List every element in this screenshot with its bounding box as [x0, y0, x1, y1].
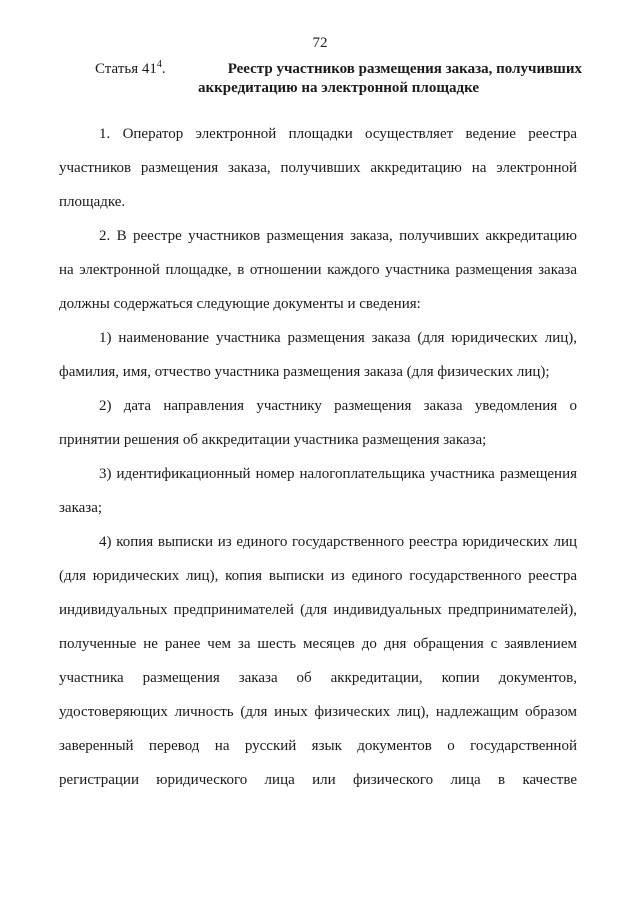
list-item-1: 1) наименование участника размещения заказа (для юридических лиц), фамилия, имя, отчество участника размещения заказа (для физических лиц);	[59, 330, 577, 380]
article-title-line-2: аккредитацию на электронной площадке	[198, 80, 479, 96]
paragraph-2: 2. В реестре участников размещения заказа, получивших аккредитацию на электронной площадке, в отношении каждого участника размещения заказа должны содержаться следующие документы и сведения:	[59, 228, 577, 312]
list-item-2: 2) дата направления участнику размещения заказа уведомления о принятии решения об аккредитации участника размещения заказа;	[59, 398, 577, 448]
page-number: 72	[312, 35, 328, 51]
article-label	[95, 60, 166, 79]
article-label-suffix: .	[161, 61, 166, 77]
paragraph-1: 1. Оператор электронной площадки осуществляет ведение реестра участников размещения заказа, получивших аккредитацию на электронной площадке.	[59, 126, 577, 210]
article-label-superscript: 4	[156, 59, 162, 70]
list-item-4: 4) копия выписки из единого государственного реестра юридических лиц (для юридических лиц), копия выписки из единого государственного реестра индивидуальных предпринимателей (для индивидуальных предпринимателей), полученные не ранее чем за шесть месяцев до дня обращения с заявлением участника размещения заказа об аккредитации, копии документов, удостоверяющих личность (для иных физических лиц), надлежащим образом заверенный перевод на русский язык документов о государственной регистрации юридического лица или физического лица в качестве	[59, 534, 577, 788]
article-body	[59, 117, 577, 797]
list-item-3: 3) идентификационный номер налогоплательщика участника размещения заказа;	[59, 466, 577, 516]
article-heading	[95, 60, 582, 98]
article-heading-line-1	[95, 60, 582, 79]
article-title-line-1: Реестр участников размещения заказа, получивших	[227, 61, 582, 77]
article-label-text: Статья 41	[95, 61, 157, 77]
